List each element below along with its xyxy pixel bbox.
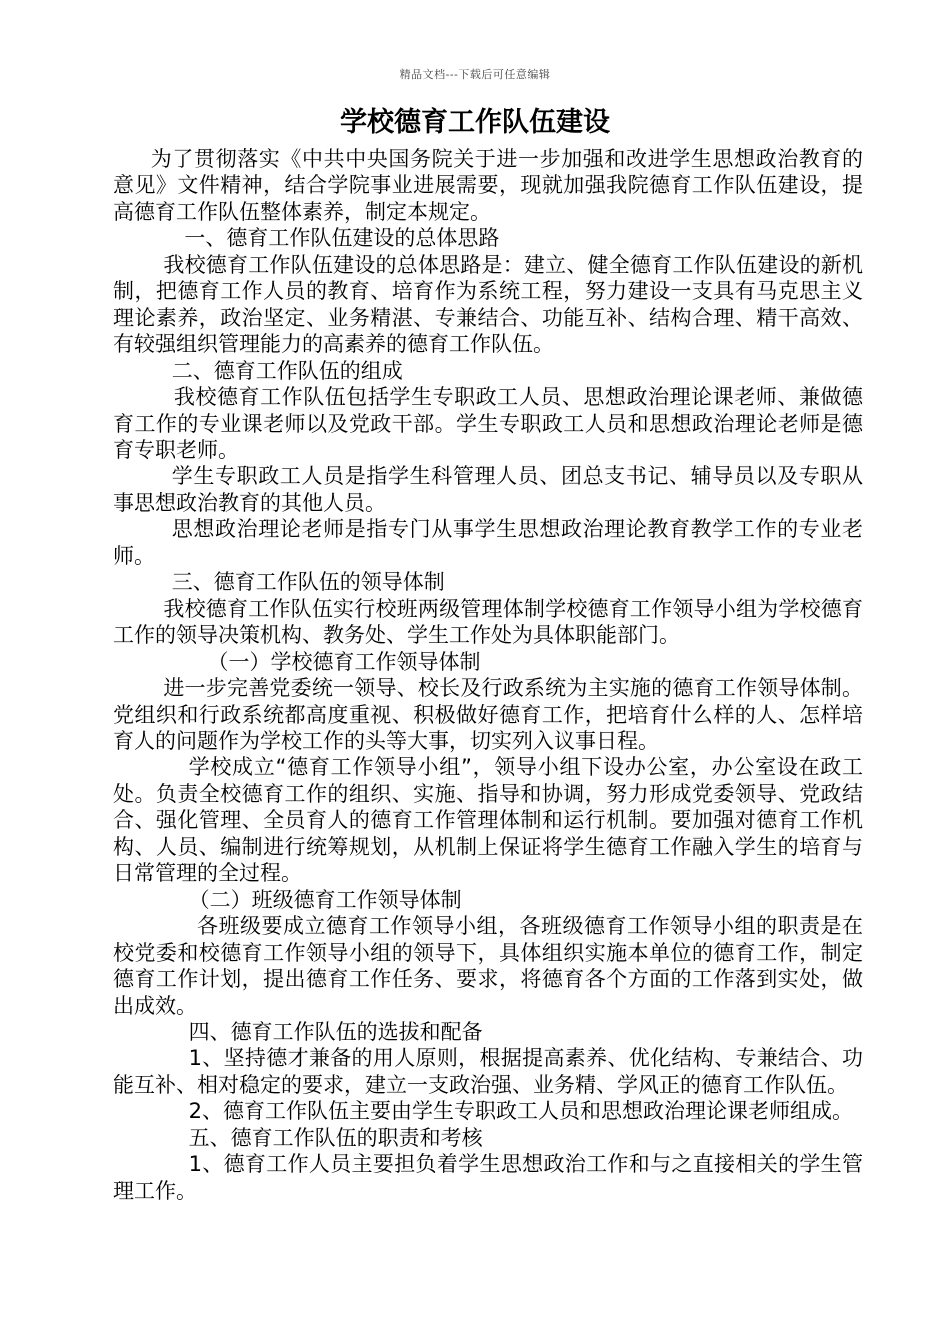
paragraph-duties-1: 1、德育工作人员主要担负着学生思想政治工作和与之直接相关的学生管理工作。 bbox=[113, 1152, 863, 1203]
paragraph-overall-approach: 我校德育工作队伍建设的总体思路是：建立、健全德育工作队伍建设的新机制，把德育工作人员的教育、培育作为系统工程，努力建设一支具有马克思主义理论素养，政治坚定、业务精湛、专兼结合、功能互补、结构合理、精干高效、有较强组织管理能力的高素养的德育工作队伍。 bbox=[113, 252, 863, 357]
subsection-heading-1: （一）学校德育工作领导体制 bbox=[207, 649, 481, 674]
paragraph-intro: 为了贯彻落实《中共中央国务院关于进一步加强和改进学生思想政治教育的意见》文件精神，结合学院事业进展需要，现就加强我院德育工作队伍建设，提高德育工作队伍整体素养，制定本规定。 bbox=[113, 147, 863, 224]
section-heading-3: 三、德育工作队伍的领导体制 bbox=[171, 570, 445, 595]
paragraph-class-leadership: 各班级要成立德育工作领导小组，各班级德育工作领导小组的职责是在校党委和校德育工作领导小组的领导下，具体组织实施本单位的德育工作，制定德育工作计划，提出德育工作任务、要求，将德育各个方面的工作落到实处，做出成效。 bbox=[113, 914, 863, 1018]
subsection-heading-2: （二）班级德育工作领导体制 bbox=[188, 887, 462, 912]
paragraph-leadership: 我校德育工作队伍实行校班两级管理体制学校德育工作领导小组为学校德育工作的领导决策机构、教务处、学生工作处为具体职能部门。 bbox=[113, 596, 863, 648]
paragraph-composition: 我校德育工作队伍包括学生专职政工人员、思想政治理论课老师、兼做德育工作的专业课老师以及党政干部。学生专职政工人员和思想政治理论老师是德育专职老师。 bbox=[113, 385, 863, 462]
section-heading-2: 二、德育工作队伍的组成 bbox=[171, 358, 403, 383]
section-heading-1: 一、德育工作队伍建设的总体思路 bbox=[184, 226, 500, 251]
paragraph-theory-teachers: 思想政治理论老师是指专门从事学生思想政治理论教育教学工作的专业老师。 bbox=[113, 517, 863, 568]
document-body bbox=[113, 146, 863, 1204]
section-heading-5: 五、德育工作队伍的职责和考核 bbox=[188, 1125, 483, 1150]
paragraph-selection-1: 1、坚持德才兼备的用人原则，根据提高素养、优化结构、专兼结合、功能互补、相对稳定的要求，建立一支政治强、业务精、学风正的德育工作队伍。 bbox=[113, 1046, 863, 1097]
paragraph-school-leadership: 进一步完善党委统一领导、校长及行政系统为主实施的德育工作领导体制。党组织和行政系统都高度重视、积极做好德育工作，把培育什么样的人、怎样培育人的问题作为学校工作的头等大事，切实列入议事日程。 bbox=[113, 676, 863, 753]
paragraph-selection-2: 2、德育工作队伍主要由学生专职政工人员和思想政治理论课老师组成。 bbox=[188, 1099, 853, 1124]
document-title: 学校德育工作队伍建设 bbox=[340, 107, 610, 138]
section-heading-4: 四、德育工作队伍的选拔和配备 bbox=[188, 1019, 483, 1044]
paragraph-leading-group: 学校成立“德育工作领导小组”，领导小组下设办公室，办公室设在政工处。负责全校德育工作的组织、实施、指导和协调，努力形成党委领导、党政结合、强化管理、全员育人的德育工作管理体制和运行机制。要加强对德育工作机构、人员、编制进行统筹规划，从机制上保证将学生德育工作融入学生的培育与日常管理的全过程。 bbox=[113, 755, 863, 886]
paragraph-fulltime-staff: 学生专职政工人员是指学生科管理人员、团总支书记、辅导员以及专职从事思想政治教育的其他人员。 bbox=[113, 464, 863, 515]
page-header: 精品文档---下载后可任意编辑 bbox=[399, 68, 551, 81]
